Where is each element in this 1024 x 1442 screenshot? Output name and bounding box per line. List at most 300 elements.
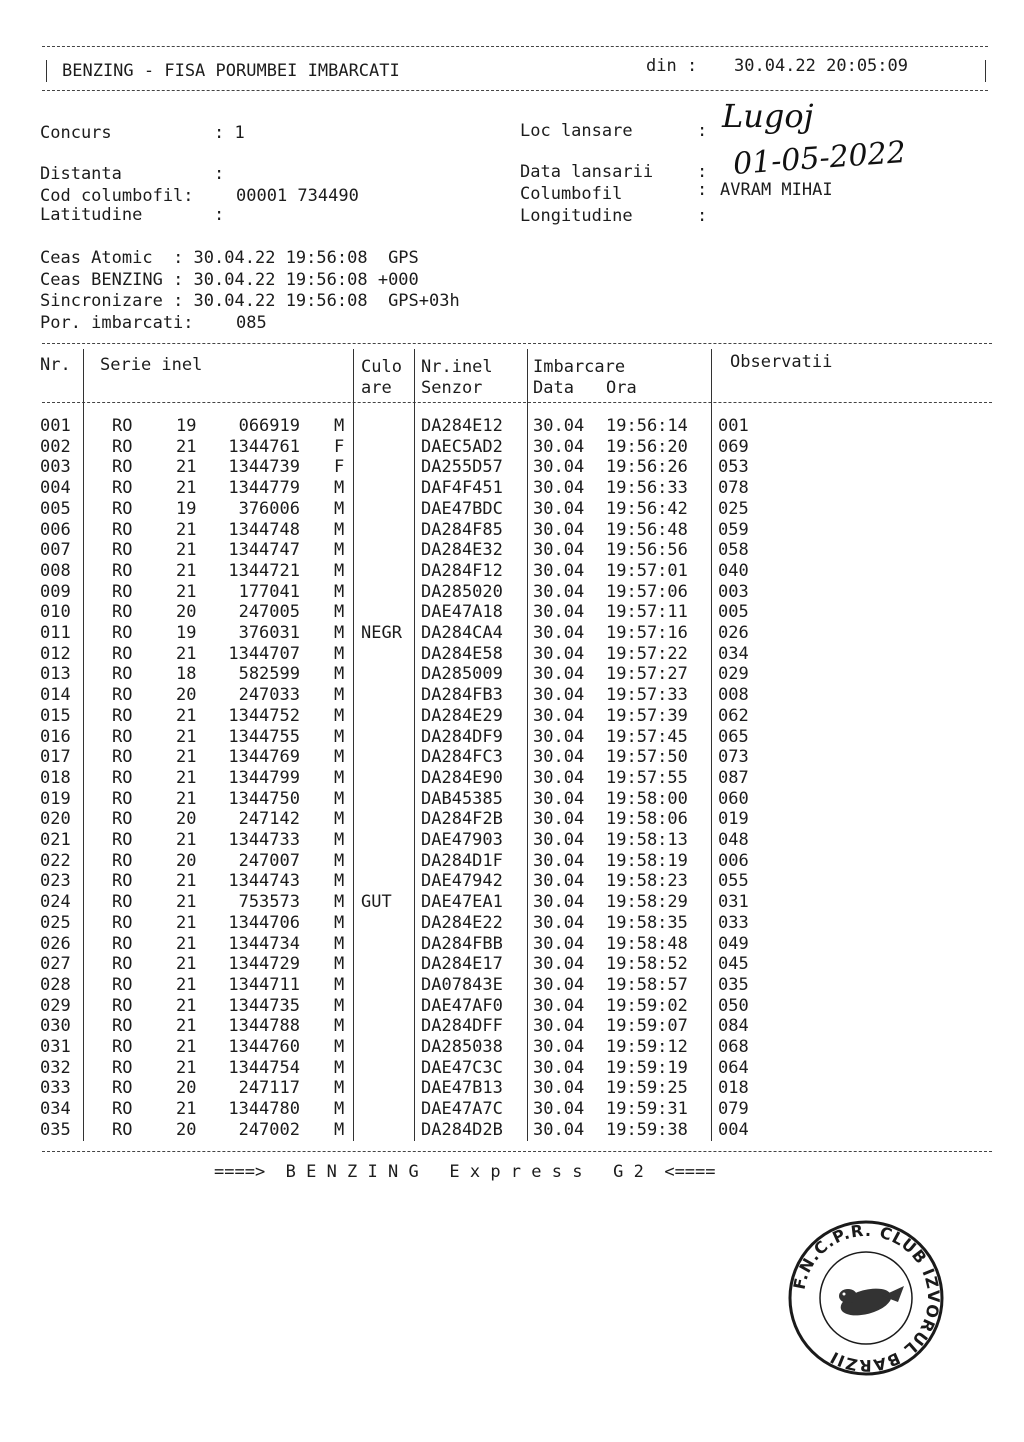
- row-date: 30.04: [533, 933, 585, 954]
- row-country: RO: [112, 685, 133, 706]
- row-year: 21: [176, 892, 197, 913]
- columbofil-colon: :: [697, 180, 708, 200]
- row-year: 21: [176, 643, 197, 664]
- table-row: [0, 996, 1000, 1017]
- table-row: [0, 457, 1000, 478]
- row-country: RO: [112, 705, 133, 726]
- table-row: [0, 1078, 1000, 1099]
- row-time: 19:56:14: [606, 416, 688, 436]
- row-country: RO: [112, 912, 133, 933]
- row-sensor-ring: DAE47C3C: [421, 1057, 503, 1078]
- row-sex: M: [334, 602, 345, 623]
- table-row: [0, 1058, 1000, 1079]
- row-sensor-ring: DA284F85: [421, 519, 503, 540]
- row-ring-number: 1344752: [228, 705, 300, 726]
- row-date: 30.04: [533, 747, 585, 768]
- row-time: 19:56:33: [606, 478, 688, 499]
- row-nr: 012: [40, 643, 71, 664]
- table-row: [0, 830, 1000, 851]
- row-country: RO: [112, 954, 133, 975]
- row-sex: F: [334, 436, 345, 457]
- row-sensor-ring: DA284F12: [421, 560, 503, 581]
- row-date: 30.04: [533, 726, 585, 747]
- row-time: 19:58:19: [606, 850, 688, 871]
- row-nr: 018: [40, 767, 71, 788]
- clock-sincronizare: Sincronizare : 30.04.22 19:56:08 GPS+03h: [40, 291, 460, 311]
- row-date: 30.04: [533, 912, 585, 933]
- row-nr: 007: [40, 540, 71, 561]
- row-country: RO: [112, 457, 133, 478]
- data-lansarii-label: Data lansarii: [520, 162, 654, 182]
- row-time: 19:57:16: [606, 623, 688, 643]
- table-row: [0, 871, 1000, 892]
- row-nr: 014: [40, 685, 71, 706]
- row-date: 30.04: [533, 767, 585, 788]
- row-date: 30.04: [533, 954, 585, 975]
- row-date: 30.04: [533, 457, 585, 478]
- row-country: RO: [112, 1078, 133, 1099]
- row-date: 30.04: [533, 664, 585, 685]
- row-nr: 032: [40, 1057, 71, 1078]
- row-nr: 033: [40, 1078, 71, 1099]
- row-sex: M: [334, 705, 345, 726]
- row-ring-number: 1344707: [228, 643, 300, 664]
- row-time: 19:58:57: [606, 974, 688, 995]
- row-date: 30.04: [533, 850, 585, 871]
- row-year: 21: [176, 1057, 197, 1078]
- row-observatii: 034: [718, 643, 749, 664]
- row-time: 19:57:50: [606, 747, 688, 768]
- row-sex: M: [334, 788, 345, 809]
- row-time: 19:56:48: [606, 519, 688, 540]
- row-sensor-ring: DAE47AF0: [421, 995, 503, 1016]
- row-nr: 002: [40, 436, 71, 457]
- row-year: 21: [176, 995, 197, 1016]
- row-ring-number: 753573: [238, 892, 300, 913]
- row-date: 30.04: [533, 602, 585, 623]
- row-country: RO: [112, 809, 133, 830]
- row-ring-number: 1344735: [228, 995, 300, 1016]
- table-row: [0, 520, 1000, 541]
- row-ring-number: 1344748: [228, 519, 300, 540]
- clock-date: 30.04.22: [193, 291, 276, 311]
- row-observatii: 069: [718, 436, 749, 457]
- row-year: 21: [176, 478, 197, 499]
- clock-suffix: +000: [377, 270, 419, 290]
- latitudine-colon: :: [214, 205, 225, 225]
- row-nr: 031: [40, 1037, 71, 1057]
- row-ring-number: 1344711: [228, 974, 300, 995]
- row-sex: M: [334, 643, 345, 664]
- row-country: RO: [112, 478, 133, 499]
- row-observatii: 033: [718, 912, 749, 933]
- row-sensor-ring: DA284FC3: [421, 747, 503, 768]
- row-ring-number: 1344769: [228, 747, 300, 768]
- row-observatii: 065: [718, 726, 749, 747]
- row-country: RO: [112, 871, 133, 892]
- table-row: [0, 602, 1000, 623]
- row-sensor-ring: DA284D2B: [421, 1119, 503, 1140]
- row-observatii: 073: [718, 747, 749, 768]
- row-country: RO: [112, 519, 133, 540]
- row-nr: 019: [40, 788, 71, 809]
- row-sex: M: [334, 892, 345, 913]
- clock-benzing: Ceas BENZING : 30.04.22 19:56:08 +000: [40, 270, 419, 290]
- row-country: RO: [112, 1016, 133, 1037]
- row-time: 19:59:38: [606, 1119, 688, 1140]
- concurs-value: : 1: [214, 123, 245, 143]
- row-sensor-ring: DA284E12: [421, 416, 503, 436]
- row-ring-number: 376006: [238, 498, 300, 519]
- loc-lansare-handwritten: Lugoj: [722, 97, 814, 135]
- table-row: [0, 478, 1000, 499]
- row-date: 30.04: [533, 623, 585, 643]
- row-sex: M: [334, 560, 345, 581]
- pigeon-seal-icon: [786, 1218, 946, 1378]
- row-sensor-ring: DA284E58: [421, 643, 503, 664]
- row-observatii: 058: [718, 540, 749, 561]
- row-sex: M: [334, 1057, 345, 1078]
- row-nr: 009: [40, 581, 71, 602]
- footer-benzing-express: ====> B E N Z I N G E x p r e s s G 2 <====: [214, 1162, 716, 1182]
- row-country: RO: [112, 664, 133, 685]
- row-sensor-ring: DA284E22: [421, 912, 503, 933]
- row-observatii: 060: [718, 788, 749, 809]
- row-date: 30.04: [533, 540, 585, 561]
- row-sensor-ring: DA284DFF: [421, 1016, 503, 1037]
- svg-text:F.N.C.P.R. CLUB IZVORUL BARZII: F.N.C.P.R. CLUB IZVORUL BARZII: [789, 1220, 944, 1376]
- row-ring-number: 1344754: [228, 1057, 300, 1078]
- loc-lansare-label: Loc lansare: [520, 121, 633, 141]
- row-sensor-ring: DAE47A18: [421, 602, 503, 623]
- col-header-culoare-1: Culo: [361, 357, 402, 377]
- table-row: [0, 727, 1000, 748]
- table-body: [0, 416, 1000, 1146]
- clock-label: Sincronizare: [40, 291, 174, 311]
- row-country: RO: [112, 1057, 133, 1078]
- clock-time: 19:56:08: [285, 291, 368, 311]
- clock-atomic: Ceas Atomic : 30.04.22 19:56:08 GPS: [40, 248, 419, 268]
- row-sex: M: [334, 954, 345, 975]
- row-sex: M: [334, 540, 345, 561]
- row-ring-number: 1344799: [228, 767, 300, 788]
- row-nr: 035: [40, 1119, 71, 1140]
- row-date: 30.04: [533, 416, 585, 436]
- row-ring-number: 1344739: [228, 457, 300, 478]
- row-country: RO: [112, 974, 133, 995]
- row-year: 21: [176, 974, 197, 995]
- row-observatii: 018: [718, 1078, 749, 1099]
- row-nr: 005: [40, 498, 71, 519]
- row-year: 20: [176, 850, 197, 871]
- row-time: 19:58:00: [606, 788, 688, 809]
- row-country: RO: [112, 788, 133, 809]
- row-observatii: 064: [718, 1057, 749, 1078]
- row-date: 30.04: [533, 581, 585, 602]
- table-row: [0, 934, 1000, 955]
- columbofil-value: AVRAM MIHAI: [720, 180, 833, 200]
- row-sex: M: [334, 685, 345, 706]
- table-row: [0, 685, 1000, 706]
- por-imbarcati-label: Por. imbarcati:: [40, 313, 194, 333]
- row-ring-number: 1344734: [228, 933, 300, 954]
- row-ring-number: 1344721: [228, 560, 300, 581]
- clock-time: 19:56:08: [285, 248, 368, 268]
- row-sex: M: [334, 1119, 345, 1140]
- longitudine-label: Longitudine: [520, 206, 633, 226]
- row-time: 19:57:11: [606, 602, 688, 623]
- row-time: 19:58:13: [606, 830, 688, 850]
- row-nr: 004: [40, 478, 71, 499]
- row-country: RO: [112, 498, 133, 519]
- row-observatii: 087: [718, 767, 749, 788]
- row-observatii: 055: [718, 871, 749, 892]
- row-country: RO: [112, 726, 133, 747]
- row-year: 21: [176, 540, 197, 561]
- row-nr: 013: [40, 664, 71, 685]
- row-ring-number: 247007: [238, 850, 300, 871]
- row-time: 19:59:07: [606, 1016, 688, 1037]
- row-sensor-ring: DA284E90: [421, 767, 503, 788]
- row-observatii: 001: [718, 416, 749, 436]
- table-row: [0, 851, 1000, 872]
- row-sensor-ring: DAE47B13: [421, 1078, 503, 1099]
- row-sex: M: [334, 498, 345, 519]
- row-year: 21: [176, 519, 197, 540]
- data-lansarii-handwritten: 01-05-2022: [731, 135, 907, 182]
- row-time: 19:57:45: [606, 726, 688, 747]
- longitudine-colon: :: [697, 206, 708, 226]
- row-sensor-ring: DA284F2B: [421, 809, 503, 830]
- table-row: [0, 644, 1000, 665]
- row-nr: 026: [40, 933, 71, 954]
- row-sensor-ring: DA285009: [421, 664, 503, 685]
- row-observatii: 062: [718, 705, 749, 726]
- row-sensor-ring: DAEC5AD2: [421, 436, 503, 457]
- row-country: RO: [112, 767, 133, 788]
- row-date: 30.04: [533, 1037, 585, 1057]
- table-row: [0, 809, 1000, 830]
- row-ring-number: 247117: [238, 1078, 300, 1099]
- row-nr: 015: [40, 705, 71, 726]
- row-observatii: 049: [718, 933, 749, 954]
- row-date: 30.04: [533, 1099, 585, 1120]
- row-sensor-ring: DA255D57: [421, 457, 503, 478]
- header-right-border: [985, 60, 986, 82]
- row-observatii: 006: [718, 850, 749, 871]
- row-nr: 034: [40, 1099, 71, 1120]
- row-year: 21: [176, 1037, 197, 1057]
- row-ring-number: 582599: [238, 664, 300, 685]
- row-country: RO: [112, 933, 133, 954]
- row-date: 30.04: [533, 1119, 585, 1140]
- row-time: 19:58:48: [606, 933, 688, 954]
- col-header-senzor: Senzor: [421, 378, 483, 398]
- row-sex: M: [334, 995, 345, 1016]
- row-observatii: 019: [718, 809, 749, 830]
- row-time: 19:56:20: [606, 436, 688, 457]
- row-sex: M: [334, 974, 345, 995]
- row-nr: 030: [40, 1016, 71, 1037]
- clock-suffix: GPS: [388, 248, 419, 268]
- row-sex: M: [334, 623, 345, 643]
- row-country: RO: [112, 602, 133, 623]
- row-sensor-ring: DAE47BDC: [421, 498, 503, 519]
- row-sensor-ring: DAE47942: [421, 871, 503, 892]
- row-year: 21: [176, 871, 197, 892]
- row-country: RO: [112, 1037, 133, 1057]
- row-date: 30.04: [533, 1016, 585, 1037]
- table-row: [0, 540, 1000, 561]
- row-year: 20: [176, 1078, 197, 1099]
- row-year: 20: [176, 1119, 197, 1140]
- row-ring-number: 1344747: [228, 540, 300, 561]
- row-year: 21: [176, 726, 197, 747]
- col-header-ora: Ora: [606, 378, 637, 398]
- row-ring-number: 1344733: [228, 830, 300, 850]
- table-row: [0, 913, 1000, 934]
- row-year: 20: [176, 602, 197, 623]
- table-row: [0, 789, 1000, 810]
- row-country: RO: [112, 540, 133, 561]
- table-row: [0, 768, 1000, 789]
- row-sensor-ring: DAF4F451: [421, 478, 503, 499]
- data-lansarii-colon: :: [697, 162, 708, 182]
- row-date: 30.04: [533, 995, 585, 1016]
- row-ring-number: 1344779: [228, 478, 300, 499]
- row-sensor-ring: DA284FBB: [421, 933, 503, 954]
- row-time: 19:57:33: [606, 685, 688, 706]
- row-country: RO: [112, 581, 133, 602]
- row-ring-number: 1344750: [228, 788, 300, 809]
- table-row: [0, 416, 1000, 437]
- row-nr: 020: [40, 809, 71, 830]
- row-date: 30.04: [533, 519, 585, 540]
- row-sex: M: [334, 830, 345, 850]
- row-date: 30.04: [533, 498, 585, 519]
- table-row: [0, 706, 1000, 727]
- row-time: 19:57:22: [606, 643, 688, 664]
- row-date: 30.04: [533, 974, 585, 995]
- row-year: 21: [176, 767, 197, 788]
- row-year: 21: [176, 705, 197, 726]
- row-observatii: 003: [718, 581, 749, 602]
- clock-date: 30.04.22: [193, 248, 276, 268]
- row-ring-number: 1344780: [228, 1099, 300, 1120]
- row-sex: M: [334, 478, 345, 499]
- row-date: 30.04: [533, 478, 585, 499]
- col-header-nr-inel: Nr.inel: [421, 357, 493, 377]
- row-ring-number: 376031: [238, 623, 300, 643]
- row-time: 19:57:06: [606, 581, 688, 602]
- row-year: 19: [176, 498, 197, 519]
- cod-columbofil-label: Cod columbofil:: [40, 186, 194, 206]
- row-sensor-ring: DA285038: [421, 1037, 503, 1057]
- table-row: [0, 623, 1000, 644]
- row-time: 19:58:35: [606, 912, 688, 933]
- row-country: RO: [112, 1119, 133, 1140]
- din-value: 30.04.22 20:05:09: [734, 56, 908, 76]
- row-country: RO: [112, 995, 133, 1016]
- row-year: 21: [176, 581, 197, 602]
- row-observatii: 029: [718, 664, 749, 685]
- row-time: 19:58:23: [606, 871, 688, 892]
- row-time: 19:59:02: [606, 995, 688, 1016]
- clock-suffix: GPS+03h: [388, 291, 460, 311]
- table-top-border: [42, 343, 992, 344]
- table-row: [0, 1099, 1000, 1120]
- columbofil-label: Columbofil: [520, 184, 623, 204]
- row-country: RO: [112, 1099, 133, 1120]
- row-sex: M: [334, 664, 345, 685]
- header-top-border: [42, 46, 988, 47]
- row-nr: 010: [40, 602, 71, 623]
- row-country: RO: [112, 436, 133, 457]
- table-row: [0, 499, 1000, 520]
- row-sensor-ring: DA284D1F: [421, 850, 503, 871]
- row-observatii: 004: [718, 1119, 749, 1140]
- row-country: RO: [112, 560, 133, 581]
- row-country: RO: [112, 623, 133, 643]
- row-nr: 027: [40, 954, 71, 975]
- table-row: [0, 1120, 1000, 1141]
- row-sensor-ring: DAE47A7C: [421, 1099, 503, 1120]
- row-sensor-ring: DA07843E: [421, 974, 503, 995]
- row-sensor-ring: DA284DF9: [421, 726, 503, 747]
- row-nr: 006: [40, 519, 71, 540]
- header-bottom-border: [42, 90, 988, 91]
- row-time: 19:58:52: [606, 954, 688, 975]
- row-observatii: 059: [718, 519, 749, 540]
- row-sex: M: [334, 1016, 345, 1037]
- row-ring-number: 1344706: [228, 912, 300, 933]
- row-nr: 008: [40, 560, 71, 581]
- row-sex: M: [334, 1037, 345, 1057]
- row-year: 20: [176, 809, 197, 830]
- row-ring-number: 1344729: [228, 954, 300, 975]
- row-observatii: 005: [718, 602, 749, 623]
- table-row: [0, 892, 1000, 913]
- row-sex: M: [334, 747, 345, 768]
- loc-lansare-colon: :: [697, 121, 708, 141]
- clock-time: 19:56:08: [285, 270, 368, 290]
- row-color: GUT: [361, 892, 392, 913]
- row-date: 30.04: [533, 1057, 585, 1078]
- table-row: [0, 1016, 1000, 1037]
- row-date: 30.04: [533, 685, 585, 706]
- row-ring-number: 247005: [238, 602, 300, 623]
- row-observatii: 045: [718, 954, 749, 975]
- row-observatii: 050: [718, 995, 749, 1016]
- row-sensor-ring: DA285020: [421, 581, 503, 602]
- row-year: 21: [176, 747, 197, 768]
- header-left-border: [46, 60, 47, 82]
- row-year: 21: [176, 457, 197, 478]
- table-header-separator: [42, 402, 992, 403]
- row-year: 21: [176, 830, 197, 850]
- row-time: 19:59:12: [606, 1037, 688, 1057]
- col-header-serie-inel: Serie inel: [100, 355, 203, 375]
- row-sensor-ring: DA284FB3: [421, 685, 503, 706]
- row-year: 18: [176, 664, 197, 685]
- row-ring-number: 1344788: [228, 1016, 300, 1037]
- row-nr: 016: [40, 726, 71, 747]
- row-observatii: 008: [718, 685, 749, 706]
- row-ring-number: 1344755: [228, 726, 300, 747]
- clock-label: Ceas Atomic: [40, 248, 174, 268]
- row-year: 21: [176, 788, 197, 809]
- row-country: RO: [112, 850, 133, 871]
